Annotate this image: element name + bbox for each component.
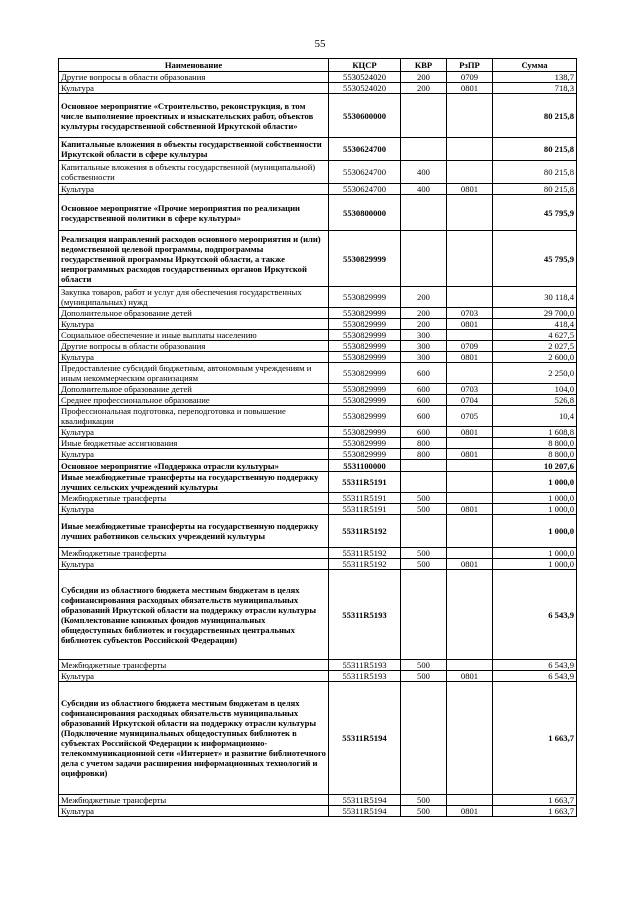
page-number: 55 bbox=[314, 38, 326, 50]
cell-kcsr: 55311R5192 bbox=[329, 559, 401, 570]
cell-kvr bbox=[401, 231, 447, 287]
cell-kvr bbox=[401, 195, 447, 231]
cell-rzpr bbox=[447, 548, 493, 559]
cell-sum: 718,3 bbox=[493, 83, 577, 94]
table-row bbox=[59, 427, 577, 438]
table-row bbox=[59, 319, 577, 330]
cell-kcsr: 55311R5193 bbox=[329, 570, 401, 660]
table-row bbox=[59, 138, 577, 161]
table-row bbox=[59, 449, 577, 460]
cell-kcsr: 5531100000 bbox=[329, 460, 401, 472]
table-row bbox=[59, 83, 577, 94]
table-row bbox=[59, 472, 577, 493]
table-row bbox=[59, 330, 577, 341]
cell-name: Закупка товаров, работ и услуг для обеспечения государственных (муниципальных) нужд bbox=[59, 287, 329, 308]
cell-sum: 30 118,4 bbox=[493, 287, 577, 308]
cell-kcsr: 55311R5194 bbox=[329, 795, 401, 806]
table-row bbox=[59, 570, 577, 660]
cell-name: Другие вопросы в области образования bbox=[59, 341, 329, 352]
table-row bbox=[59, 660, 577, 671]
table-row bbox=[59, 72, 577, 83]
cell-sum: 138,7 bbox=[493, 72, 577, 83]
cell-rzpr bbox=[447, 330, 493, 341]
table-row bbox=[59, 559, 577, 570]
cell-rzpr bbox=[447, 161, 493, 184]
cell-kcsr: 5530624700 bbox=[329, 138, 401, 161]
cell-name: Межбюджетные трансферты bbox=[59, 493, 329, 504]
cell-name: Культура bbox=[59, 671, 329, 682]
cell-kvr: 500 bbox=[401, 493, 447, 504]
header-kvr: КВР bbox=[401, 59, 447, 72]
cell-kcsr: 5530829999 bbox=[329, 287, 401, 308]
cell-sum: 2 250,0 bbox=[493, 363, 577, 384]
cell-name: Основное мероприятие «Прочие мероприятия по реализации государственной политики в сфере культуры» bbox=[59, 195, 329, 231]
cell-name: Культура bbox=[59, 83, 329, 94]
cell-kcsr: 5530829999 bbox=[329, 449, 401, 460]
cell-kvr: 400 bbox=[401, 184, 447, 195]
cell-sum: 418,4 bbox=[493, 319, 577, 330]
cell-kvr: 300 bbox=[401, 352, 447, 363]
cell-kcsr: 5530829999 bbox=[329, 231, 401, 287]
cell-kcsr: 5530829999 bbox=[329, 308, 401, 319]
cell-sum: 80 215,8 bbox=[493, 138, 577, 161]
cell-name: Культура bbox=[59, 352, 329, 363]
cell-kcsr: 5530829999 bbox=[329, 395, 401, 406]
cell-kvr: 500 bbox=[401, 504, 447, 515]
cell-name: Межбюджетные трансферты bbox=[59, 660, 329, 671]
cell-rzpr: 0709 bbox=[447, 72, 493, 83]
cell-kcsr: 5530524020 bbox=[329, 83, 401, 94]
cell-name: Дополнительное образование детей bbox=[59, 384, 329, 395]
cell-sum: 8 800,0 bbox=[493, 449, 577, 460]
cell-kvr bbox=[401, 138, 447, 161]
budget-table bbox=[58, 58, 577, 817]
cell-kvr: 500 bbox=[401, 806, 447, 817]
cell-name: Иные межбюджетные трансферты на государственную поддержку лучших сельских учреждений культуры bbox=[59, 472, 329, 493]
table-row bbox=[59, 438, 577, 449]
cell-name: Иные бюджетные ассигнования bbox=[59, 438, 329, 449]
cell-kvr bbox=[401, 682, 447, 795]
cell-kvr: 300 bbox=[401, 341, 447, 352]
cell-sum: 1 663,7 bbox=[493, 682, 577, 795]
header-rzpr: РзПР bbox=[447, 59, 493, 72]
cell-kvr: 500 bbox=[401, 660, 447, 671]
cell-kcsr: 55311R5192 bbox=[329, 548, 401, 559]
cell-kcsr: 5530829999 bbox=[329, 330, 401, 341]
cell-name: Культура bbox=[59, 504, 329, 515]
cell-rzpr bbox=[447, 138, 493, 161]
cell-kcsr: 5530829999 bbox=[329, 341, 401, 352]
cell-sum: 1 663,7 bbox=[493, 806, 577, 817]
cell-kvr: 400 bbox=[401, 161, 447, 184]
table-row bbox=[59, 504, 577, 515]
cell-kcsr: 5530829999 bbox=[329, 406, 401, 427]
cell-sum: 1 663,7 bbox=[493, 795, 577, 806]
cell-rzpr bbox=[447, 515, 493, 548]
cell-name: Профессиональная подготовка, переподготовка и повышение квалификации bbox=[59, 406, 329, 427]
cell-kcsr: 55311R5192 bbox=[329, 515, 401, 548]
cell-rzpr bbox=[447, 570, 493, 660]
cell-rzpr bbox=[447, 195, 493, 231]
table-row bbox=[59, 184, 577, 195]
cell-kvr: 600 bbox=[401, 427, 447, 438]
table-row bbox=[59, 493, 577, 504]
cell-name: Предоставление субсидий бюджетным, автономным учреждениям и иным некоммерческим организациям bbox=[59, 363, 329, 384]
cell-kvr: 200 bbox=[401, 287, 447, 308]
table-row bbox=[59, 161, 577, 184]
cell-kvr bbox=[401, 94, 447, 138]
table-row bbox=[59, 515, 577, 548]
table-header-row bbox=[59, 59, 577, 72]
cell-kcsr: 5530829999 bbox=[329, 438, 401, 449]
cell-kvr bbox=[401, 472, 447, 493]
cell-sum: 1 608,8 bbox=[493, 427, 577, 438]
table-row bbox=[59, 460, 577, 472]
header-kcsr: КЦСР bbox=[329, 59, 401, 72]
cell-name: Основное мероприятие «Поддержка отрасли культуры» bbox=[59, 460, 329, 472]
cell-kvr: 500 bbox=[401, 548, 447, 559]
cell-kvr bbox=[401, 570, 447, 660]
cell-sum: 80 215,8 bbox=[493, 94, 577, 138]
cell-rzpr bbox=[447, 231, 493, 287]
table-row bbox=[59, 806, 577, 817]
table-row bbox=[59, 195, 577, 231]
cell-kvr: 600 bbox=[401, 384, 447, 395]
cell-kcsr: 5530829999 bbox=[329, 384, 401, 395]
cell-kvr: 500 bbox=[401, 559, 447, 570]
header-sum: Сумма bbox=[493, 59, 577, 72]
cell-name: Культура bbox=[59, 449, 329, 460]
cell-rzpr bbox=[447, 493, 493, 504]
table-row bbox=[59, 682, 577, 795]
cell-kcsr: 55311R5193 bbox=[329, 671, 401, 682]
cell-kcsr: 5530829999 bbox=[329, 319, 401, 330]
cell-sum: 45 795,9 bbox=[493, 231, 577, 287]
cell-kcsr: 5530600000 bbox=[329, 94, 401, 138]
cell-kvr: 600 bbox=[401, 406, 447, 427]
cell-kvr: 500 bbox=[401, 795, 447, 806]
cell-name: Капитальные вложения в объекты государственной собственности Иркутской области в сфере культуры bbox=[59, 138, 329, 161]
cell-kvr bbox=[401, 460, 447, 472]
cell-name: Культура bbox=[59, 427, 329, 438]
cell-name: Межбюджетные трансферты bbox=[59, 548, 329, 559]
cell-sum: 1 000,0 bbox=[493, 559, 577, 570]
cell-name: Культура bbox=[59, 559, 329, 570]
cell-name: Культура bbox=[59, 184, 329, 195]
table-row bbox=[59, 308, 577, 319]
table-row bbox=[59, 384, 577, 395]
cell-rzpr bbox=[447, 660, 493, 671]
cell-kcsr: 55311R5193 bbox=[329, 660, 401, 671]
cell-name: Дополнительное образование детей bbox=[59, 308, 329, 319]
cell-kcsr: 5530829999 bbox=[329, 352, 401, 363]
cell-rzpr bbox=[447, 682, 493, 795]
cell-rzpr bbox=[447, 795, 493, 806]
cell-rzpr: 0801 bbox=[447, 184, 493, 195]
cell-sum: 2 027,5 bbox=[493, 341, 577, 352]
cell-rzpr: 0801 bbox=[447, 671, 493, 682]
cell-sum: 6 543,9 bbox=[493, 570, 577, 660]
cell-sum: 2 600,0 bbox=[493, 352, 577, 363]
cell-kvr: 600 bbox=[401, 395, 447, 406]
cell-rzpr bbox=[447, 287, 493, 308]
cell-rzpr bbox=[447, 460, 493, 472]
cell-rzpr: 0703 bbox=[447, 384, 493, 395]
table-body bbox=[59, 72, 577, 817]
cell-kcsr: 5530624700 bbox=[329, 161, 401, 184]
cell-kvr: 500 bbox=[401, 671, 447, 682]
cell-kcsr: 5530524020 bbox=[329, 72, 401, 83]
cell-kcsr: 5530800000 bbox=[329, 195, 401, 231]
cell-sum: 4 627,5 bbox=[493, 330, 577, 341]
table-row bbox=[59, 363, 577, 384]
table-row bbox=[59, 395, 577, 406]
cell-rzpr: 0801 bbox=[447, 319, 493, 330]
cell-kvr: 800 bbox=[401, 438, 447, 449]
cell-kcsr: 5530829999 bbox=[329, 363, 401, 384]
table-row bbox=[59, 548, 577, 559]
cell-sum: 1 000,0 bbox=[493, 504, 577, 515]
cell-name: Культура bbox=[59, 319, 329, 330]
cell-kcsr: 55311R5191 bbox=[329, 504, 401, 515]
cell-sum: 6 543,9 bbox=[493, 660, 577, 671]
cell-rzpr bbox=[447, 438, 493, 449]
header-name: Наименование bbox=[59, 59, 329, 72]
cell-rzpr: 0801 bbox=[447, 449, 493, 460]
cell-sum: 104,0 bbox=[493, 384, 577, 395]
cell-kvr: 200 bbox=[401, 308, 447, 319]
cell-sum: 526,8 bbox=[493, 395, 577, 406]
cell-name: Культура bbox=[59, 806, 329, 817]
cell-rzpr: 0704 bbox=[447, 395, 493, 406]
cell-rzpr: 0709 bbox=[447, 341, 493, 352]
cell-sum: 10,4 bbox=[493, 406, 577, 427]
cell-sum: 1 000,0 bbox=[493, 515, 577, 548]
table-row bbox=[59, 795, 577, 806]
cell-name: Основное мероприятие «Строительство, реконструкция, в том числе выполнение проектных и изыскательских работ, объектов культуры государственной собственной Иркутской области» bbox=[59, 94, 329, 138]
cell-rzpr: 0703 bbox=[447, 308, 493, 319]
cell-kcsr: 55311R5191 bbox=[329, 472, 401, 493]
cell-rzpr bbox=[447, 363, 493, 384]
cell-sum: 29 700,0 bbox=[493, 308, 577, 319]
cell-kcsr: 55311R5194 bbox=[329, 682, 401, 795]
cell-kvr: 600 bbox=[401, 363, 447, 384]
cell-kcsr: 5530829999 bbox=[329, 427, 401, 438]
cell-rzpr: 0801 bbox=[447, 83, 493, 94]
cell-kvr bbox=[401, 515, 447, 548]
cell-sum: 80 215,8 bbox=[493, 184, 577, 195]
table-row bbox=[59, 231, 577, 287]
cell-rzpr: 0801 bbox=[447, 559, 493, 570]
cell-sum: 1 000,0 bbox=[493, 493, 577, 504]
cell-sum: 1 000,0 bbox=[493, 472, 577, 493]
cell-kvr: 200 bbox=[401, 83, 447, 94]
cell-name: Субсидии из областного бюджета местным бюджетам в целях софинансирования расходных обязательств муниципальных образований Иркутской области на поддержку отрасли культуры (Подключение муниципальных общедоступных библиотек в субъектах Российской Федерации к информационно-телекоммуникационной сети «Интернет» и развитие библиотечного дела с учетом задачи расширения информационных технологий и оцифровки) bbox=[59, 682, 329, 795]
cell-sum: 1 000,0 bbox=[493, 548, 577, 559]
table-row bbox=[59, 287, 577, 308]
cell-kcsr: 55311R5191 bbox=[329, 493, 401, 504]
cell-rzpr: 0801 bbox=[447, 504, 493, 515]
cell-rzpr: 0801 bbox=[447, 427, 493, 438]
cell-kcsr: 55311R5194 bbox=[329, 806, 401, 817]
cell-kvr: 800 bbox=[401, 449, 447, 460]
table-row bbox=[59, 352, 577, 363]
cell-rzpr: 0801 bbox=[447, 352, 493, 363]
cell-name: Социальное обеспечение и иные выплаты населению bbox=[59, 330, 329, 341]
table-row bbox=[59, 94, 577, 138]
cell-name: Реализация направлений расходов основного мероприятия и (или) ведомственной целевой программы, подпрограммы государственной программы Иркутской области, а также непрограммных расходов государственных органов Иркутской области bbox=[59, 231, 329, 287]
cell-rzpr bbox=[447, 94, 493, 138]
cell-name: Другие вопросы в области образования bbox=[59, 72, 329, 83]
cell-name: Субсидии из областного бюджета местным бюджетам в целях софинансирования расходных обязательств муниципальных образований Иркутской области на поддержку отрасли культуры (Комплектование книжных фондов муниципальных общедоступных библиотек и государственных центральных библиотек субъектов Российской Федерации) bbox=[59, 570, 329, 660]
cell-name: Иные межбюджетные трансферты на государственную поддержку лучших работников сельских учреждений культуры bbox=[59, 515, 329, 548]
cell-rzpr: 0705 bbox=[447, 406, 493, 427]
cell-sum: 45 795,9 bbox=[493, 195, 577, 231]
cell-sum: 6 543,9 bbox=[493, 671, 577, 682]
cell-kcsr: 5530624700 bbox=[329, 184, 401, 195]
cell-rzpr bbox=[447, 472, 493, 493]
cell-sum: 8 800,0 bbox=[493, 438, 577, 449]
cell-kvr: 300 bbox=[401, 330, 447, 341]
table-row bbox=[59, 341, 577, 352]
table-row bbox=[59, 671, 577, 682]
cell-name: Межбюджетные трансферты bbox=[59, 795, 329, 806]
cell-name: Среднее профессиональное образование bbox=[59, 395, 329, 406]
table-row bbox=[59, 406, 577, 427]
cell-sum: 10 207,6 bbox=[493, 460, 577, 472]
cell-name: Капитальные вложения в объекты государственной (муниципальной) собственности bbox=[59, 161, 329, 184]
cell-kvr: 200 bbox=[401, 72, 447, 83]
cell-kvr: 200 bbox=[401, 319, 447, 330]
cell-sum: 80 215,8 bbox=[493, 161, 577, 184]
cell-rzpr: 0801 bbox=[447, 806, 493, 817]
